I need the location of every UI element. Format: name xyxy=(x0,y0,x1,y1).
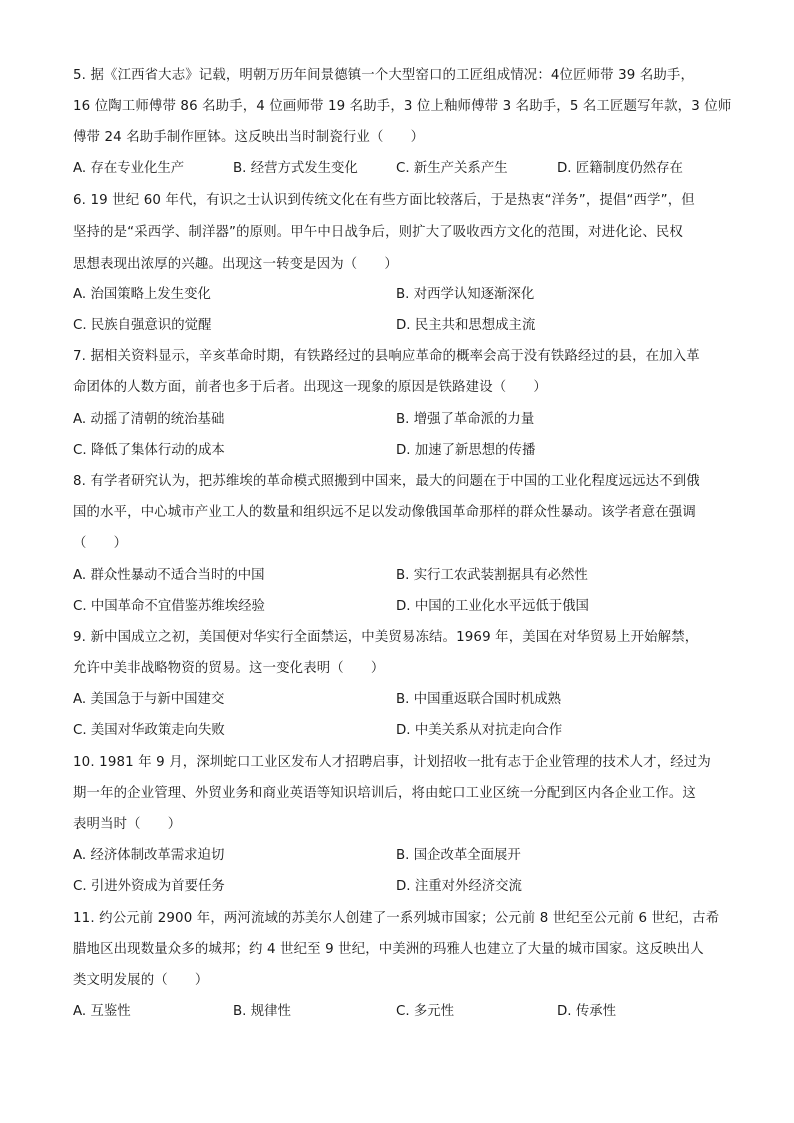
q9-option-b: B. 中国重返联合国时机成熟 xyxy=(396,692,561,707)
q6-option-a: A. 治国策略上发生变化 xyxy=(73,287,211,302)
q10-stem-line-2: 期一年的企业管理、外贸业务和商业英语等知识培训后，将由蛇口工业区统一分配到区内各企业工作。这 xyxy=(73,786,696,801)
q7-option-c: C. 降低了集体行动的成本 xyxy=(73,443,225,458)
q10-stem-line-1: 10. 1981 年 9 月，深圳蛇口工业区发布人才招聘启事，计划招收一批有志于企业管理的技术人才，经过为 xyxy=(73,755,711,770)
q9-option-c: C. 美国对华政策走向失败 xyxy=(73,723,225,738)
q9-stem-line-2: 允许中美非战略物资的贸易。这一变化表明（ ） xyxy=(73,661,385,676)
q6-stem-line-3: 思想表现出浓厚的兴趣。出现这一转变是因为（ ） xyxy=(73,257,398,272)
q10-option-d: D. 注重对外经济交流 xyxy=(396,879,522,894)
q8-option-b: B. 实行工农武装割据具有必然性 xyxy=(396,568,588,583)
q7-option-b: B. 增强了革命派的力量 xyxy=(396,412,535,427)
q5-option-d: D. 匠籍制度仍然存在 xyxy=(557,161,683,176)
q11-stem-line-3: 类文明发展的（ ） xyxy=(73,973,209,988)
q6-option-d: D. 民主共和思想成主流 xyxy=(396,318,536,333)
q8-stem-line-2: 国的水平，中心城市产业工人的数量和组织远不足以发动像俄国革命那样的群众性暴动。该学者意在强调 xyxy=(73,505,696,520)
q5-stem-line-2: 16 位陶工师傅带 86 名助手，4 位画师带 19 名助手，3 位上釉师傅带 3 名助手，5 名工匠题写年款，3 位师 xyxy=(73,99,732,114)
q5-option-a: A. 存在专业化生产 xyxy=(73,161,185,176)
q11-option-c: C. 多元性 xyxy=(396,1004,455,1019)
q7-stem-line-2: 命团体的人数方面，前者也多于后者。出现这一现象的原因是铁路建设（ ） xyxy=(73,380,547,395)
q5-stem-line-3: 傅带 24 名助手制作匣钵。这反映出当时制瓷行业（ ） xyxy=(73,130,425,145)
q7-option-d: D. 加速了新思想的传播 xyxy=(396,443,536,458)
q10-option-c: C. 引进外资成为首要任务 xyxy=(73,879,225,894)
q11-option-b: B. 规律性 xyxy=(233,1004,291,1019)
q10-option-a: A. 经济体制改革需求迫切 xyxy=(73,848,225,863)
q6-stem-line-1: 6. 19 世纪 60 年代，有识之士认识到传统文化在有些方面比较落后，于是热衷“洋务”，提倡“西学”，但 xyxy=(73,193,695,208)
q8-option-c: C. 中国革命不宜借鉴苏维埃经验 xyxy=(73,599,265,614)
q5-option-c: C. 新生产关系产生 xyxy=(396,161,508,176)
q8-option-d: D. 中国的工业化水平远低于俄国 xyxy=(396,599,589,614)
q5-option-b: B. 经营方式发生变化 xyxy=(233,161,358,176)
q5-stem-line-1: 5. 据《江西省大志》记载，明朝万历年间景德镇一个大型窑口的工匠组成情况：4位匠师带 39 名助手， xyxy=(73,68,695,83)
q11-stem-line-2: 腊地区出现数量众多的城邦；约 4 世纪至 9 世纪，中美洲的玛雅人也建立了大量的城市国家。这反映出人 xyxy=(73,942,704,957)
q10-option-b: B. 国企改革全面展开 xyxy=(396,848,521,863)
q8-stem-line-3: （ ） xyxy=(73,536,128,551)
q11-option-d: D. 传承性 xyxy=(557,1004,616,1019)
q9-stem-line-1: 9. 新中国成立之初，美国便对华实行全面禁运，中美贸易冻结。1969 年，美国在对华贸易上开始解禁， xyxy=(73,630,699,645)
q7-stem-line-1: 7. 据相关资料显示，辛亥革命时期，有铁路经过的县响应革命的概率会高于没有铁路经过的县，在加入革 xyxy=(73,349,700,364)
q9-option-a: A. 美国急于与新中国建交 xyxy=(73,692,225,707)
q11-option-a: A. 互鉴性 xyxy=(73,1004,131,1019)
q6-option-b: B. 对西学认知逐渐深化 xyxy=(396,287,535,302)
q10-stem-line-3: 表明当时（ ） xyxy=(73,817,182,832)
q6-option-c: C. 民族自强意识的觉醒 xyxy=(73,318,212,333)
q6-stem-line-2: 坚持的是“采西学、制洋器”的原则。甲午中日战争后，则扩大了吸收西方文化的范围，对进化论、民权 xyxy=(73,225,683,240)
q7-option-a: A. 动摇了清朝的统治基础 xyxy=(73,412,225,427)
q11-stem-line-1: 11. 约公元前 2900 年，两河流域的苏美尔人创建了一系列城市国家；公元前 8 世纪至公元前 6 世纪，古希 xyxy=(73,911,720,926)
q8-option-a: A. 群众性暴动不适合当时的中国 xyxy=(73,568,265,583)
q8-stem-line-1: 8. 有学者研究认为，把苏维埃的革命模式照搬到中国来，最大的问题在于中国的工业化程度远远达不到俄 xyxy=(73,474,700,489)
q9-option-d: D. 中美关系从对抗走向合作 xyxy=(396,723,563,738)
